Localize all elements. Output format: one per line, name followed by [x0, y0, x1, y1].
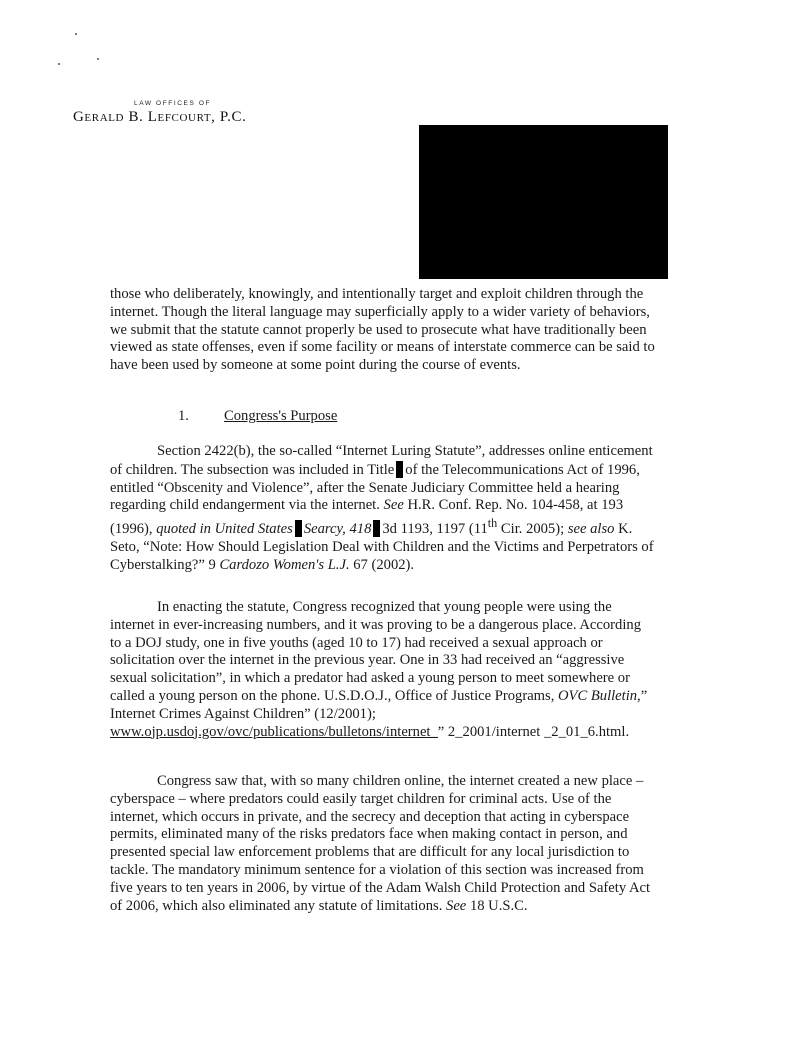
section-text-7: K. Seto, “Note: How Should Legislation Deal with Children and the Victims and Perpetrators of Cyberstalking?” 9 — [110, 521, 654, 573]
firm-name: Gerald B. Lefcourt, P.C. — [73, 109, 247, 125]
section-heading — [178, 408, 337, 425]
case-name: Searcy, 418 — [303, 521, 372, 538]
section-text-1: Section 2422(b), the so-called “Internet Luring Statute”, addresses online enticement of children. The subsection was included in Title — [110, 443, 653, 478]
inline-redaction — [295, 520, 302, 537]
bulletin-title: OVC Bulletin, — [558, 687, 641, 704]
see-also-signal: see also — [567, 521, 615, 538]
inline-redaction — [373, 520, 380, 537]
heading-number: 1. — [178, 408, 189, 424]
doj-text-2: ” Internet Crimes Against Children” (12/2001); — [110, 687, 648, 722]
cyberspace-paragraph — [110, 773, 655, 915]
section-paragraph — [110, 443, 655, 574]
scan-speck — [75, 33, 77, 35]
journal-name: Cardozo Women's L.J. — [219, 556, 350, 573]
ordinal-suffix: th — [487, 516, 498, 531]
section-text-5: 3d 1193, 1197 (11 — [382, 521, 488, 538]
intro-text: those who deliberately, knowingly, and intentionally target and exploit children through the internet. Though the literal language may superficially apply to a wider variety of behaviors, we submit that the statute cannot properly be used to prosecute what have traditionally been viewed as state offenses, even if some facility or means of interstate commerce can be said to have been used by someone at some point during the course of events. — [110, 286, 655, 374]
section-text-6: Cir. 2005); — [500, 521, 565, 538]
doj-text-1: In enacting the statute, Congress recognized that young people were using the internet in ever-increasing numbers, and it was proving to be a dangerous place. According to a DOJ study, one in five youths (aged 10 to 17) had received a sexual approach or solicitation over the internet in the previous year. One in 33 had received an “aggressive sexual solicitation”, in which a predator had asked a young person to meet somewhere or called a young person on the phone. U.S.D.O.J., Office of Justice Programs, — [110, 599, 641, 704]
section-text-3: H.R. Conf. Rep. No. 104-458, at 193 (1996), — [110, 497, 624, 538]
see-signal: See — [383, 497, 404, 514]
doj-url-link[interactable]: www.ojp.usdoj.gov/ovc/publications/bulletons/internet_ — [110, 723, 438, 740]
letterhead-caption: LAW OFFICES OF — [134, 100, 212, 107]
quoted-in: quoted in United States — [156, 521, 293, 538]
inline-redaction — [396, 461, 403, 478]
section-text-8: 67 (2002). — [353, 556, 415, 573]
cyber-text-2: 18 U.S.C. — [469, 897, 528, 914]
scan-speck — [58, 63, 60, 65]
intro-paragraph — [110, 286, 655, 375]
scan-speck — [97, 58, 99, 60]
doj-text-3: ” 2_2001/internet _2_01_6.html. — [437, 723, 630, 740]
heading-title: Congress's Purpose — [224, 408, 338, 424]
see-signal: See — [446, 897, 467, 914]
cyber-text-1: Congress saw that, with so many children online, the internet created a new place – cyberspace – where predators could easily target children for criminal acts. Use of the internet, which occurs in private, and the secrecy and deception that acting in cyberspace permits, eliminated many of the risks predators face when making contact in person, and presented special law enforcement problems that are difficult for any local jurisdiction to tackle. The mandatory minimum sentence for a violation of this section was increased from five years to ten years in 2006, by virtue of the Adam Walsh Child Protection and Safety Act of 2006, which also eliminated any statute of limitations. — [110, 773, 651, 914]
section-text-2: of the Telecommunications Act of 1996, entitled “Obscenity and Violence”, after the Senate Judiciary Committee held a hearing regarding child endangerment via the internet. — [110, 461, 640, 514]
doj-paragraph — [110, 599, 655, 741]
redaction-block — [419, 125, 668, 279]
